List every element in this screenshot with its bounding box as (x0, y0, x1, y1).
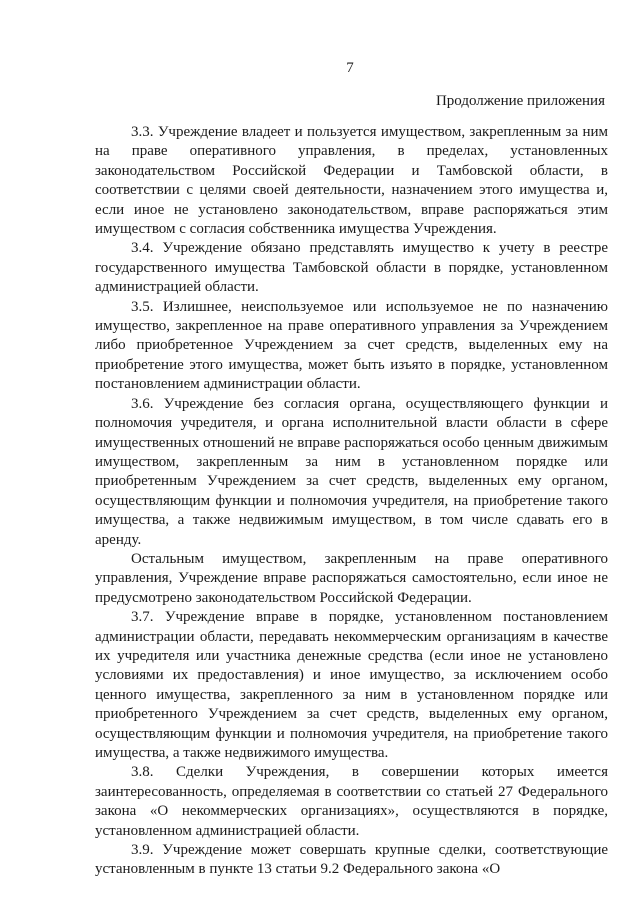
page-number: 7 (346, 60, 354, 76)
paragraph-3-5: 3.5. Излишнее, неиспользуемое или используемое не по назначению имущество, закрепленное на праве оперативного управления за Учреждением либо приобретенное Учреждением за счет средств, выделенных ему на приобретение этого имущества, может быть изъято в порядке, установленном постановлением администрации области. (95, 298, 608, 393)
paragraph-3-8: 3.8. Сделки Учреждения, в совершении которых имеется заинтересованность, определяемая в соответствии со статьей 27 Федерального закона «О некоммерческих организациях», осуществляются в порядке, установленном администрацией области. (95, 764, 608, 839)
paragraph-3-6-continued: Остальным имуществом, закрепленным на праве оперативного управления, Учреждение вправе распоряжаться самостоятельно, если иное не предусмотрено законодательством Российской Федерации. (95, 550, 608, 606)
paragraph-3-7: 3.7. Учреждение вправе в порядке, установленном постановлением администрации области, передавать некоммерческим организациям в качестве их учредителя или участника денежные средства (если иное не установлено условиями их предоставления) и иное имущество, за исключением особо ценного имущества, закрепленного за ним в установленном порядке или приобретенного Учреждением за счет средств, выделенных ему органом, осуществляющим функции и полномочия учредителя, на приобретение такого имущества, а также недвижимого имущества. (95, 609, 608, 761)
paragraph-3-9: 3.9. Учреждение может совершать крупные сделки, соответствующие установленным в пункте 13 статьи 9.2 Федерального закона «О (95, 842, 608, 878)
paragraph-3-4: 3.4. Учреждение обязано представлять имущество к учету в реестре государственного имущества Тамбовской области в порядке, установленном администрацией области. (95, 240, 608, 296)
paragraph-3-3: 3.3. Учреждение владеет и пользуется имуществом, закрепленным за ним на праве оперативного управления, в пределах, установленных законодательством Российской Федерации и Тамбовской области, в соответствии с целями своей деятельности, назначением этого имущества и, если иное не установлено законодательством, вправе распоряжаться этим имуществом с согласия собственника имущества Учреждения. (95, 124, 608, 238)
continuation-label: Продолжение приложения (435, 93, 605, 109)
document-body (95, 123, 608, 880)
paragraph-3-6: 3.6. Учреждение без согласия органа, осуществляющего функции и полномочия учредителя, и органа исполнительной власти области в сфере имущественных отношений не вправе распоряжаться особо ценным движимым имуществом, закрепленным за ним в установленном порядке или приобретенным Учреждением за счет средств, выделенных ему органом, осуществляющим функции и полномочия учредителя, на приобретение такого имущества, а также недвижимым имуществом, в том числе сдавать его в аренду. (95, 395, 608, 548)
